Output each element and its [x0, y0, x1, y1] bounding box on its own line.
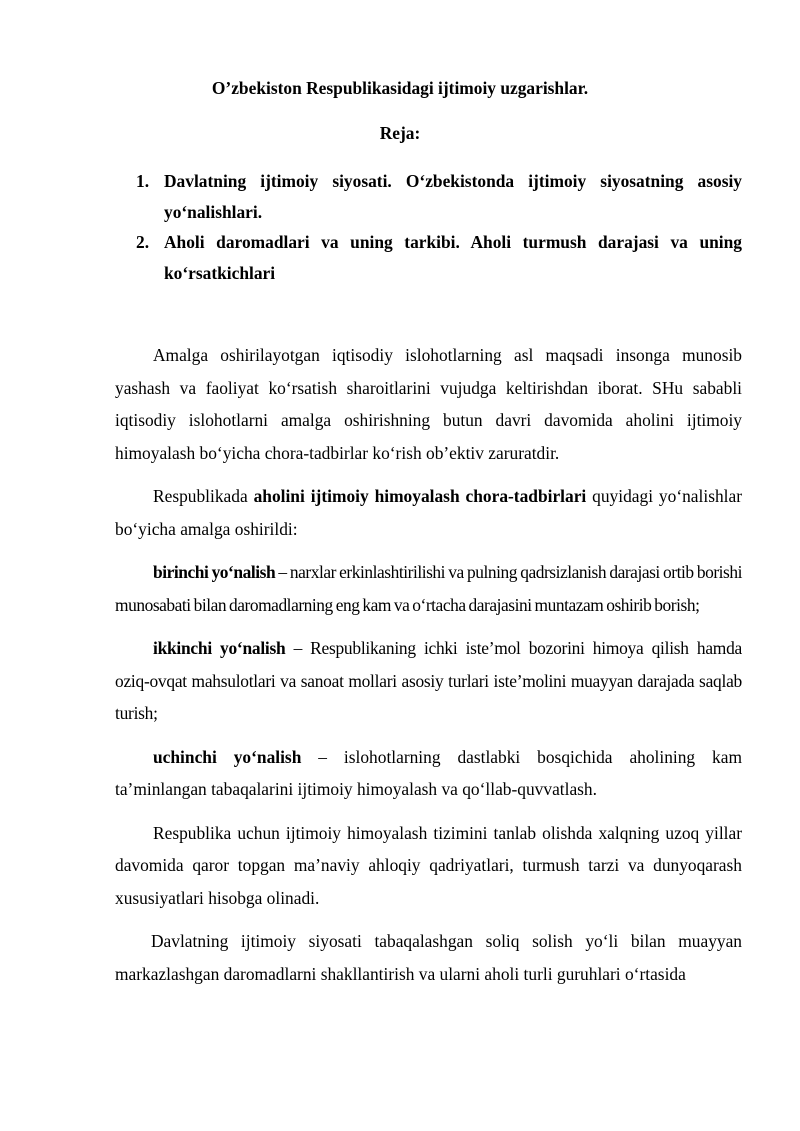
paragraph-state-policy: Davlatning ijtimoiy siyosati tabaqalashgan soliq solish yo‘li bilan muayyan markazlashgan daromadlarni shakllantirish va ularni aholi turli guruhlari o‘rtasida — [115, 931, 742, 984]
plan-heading: Reja: — [379, 123, 421, 143]
plan-item-text: Davlatning ijtimoiy siyosati. O‘zbekistonda ijtimoiy siyosatning asosiy yo‘nalishlari. — [164, 171, 742, 222]
plan-item-text: Aholi daromadlari va uning tarkibi. Aholi turmush darajasi va uning ko‘rsatkichlari — [164, 232, 742, 283]
paragraph-text: quyidagi yo‘nalishlar bo‘yicha amalga oshirildi: — [115, 486, 742, 539]
direction-label: ikkinchi yo‘nalish — [153, 638, 286, 658]
bold-phrase: aholini ijtimoiy himoyalash chora-tadbirlari — [253, 486, 587, 506]
direction-text: – islohotlarning dastlabki bosqichida aholining kam ta’minlangan tabaqalarini ijtimoiy himoyalash va qo‘llab-quvvatlash. — [115, 746, 742, 799]
plan-item-number: 2. — [136, 232, 150, 252]
paragraph-direction-1 — [115, 556, 742, 621]
direction-label: birinchi yo‘nalish — [153, 562, 276, 582]
paragraph-directions — [115, 480, 742, 545]
document-title: O’zbekiston Respublikasidagi ijtimoiy uzgarishlar. — [211, 78, 589, 98]
paragraph-intro: Amalga oshirilayotgan iqtisodiy islohotlarning asl maqsadi insonga munosib yashash va faoliyat ko‘rsatish sharoitlarini vujudga keltirishdan iborat. SHu sababli iqtisodiy islohotlarni amalga oshirishning butun davri davomida aholini ijtimoiy himoyalash bo‘yicha chora-tadbirlar ko‘rish ob’ektiv zaruratdir. — [115, 345, 742, 463]
paragraph-direction-3 — [115, 741, 742, 806]
plan-item-number: 1. — [136, 171, 150, 191]
direction-text: – narxlar erkinlashtirilishi va pulning qadrsizlanish darajasi ortib borishi munosabati bilan daromadlarning eng kam va o‘rtacha darajasini muntazam oshirib borish; — [115, 562, 742, 615]
document-body — [115, 339, 742, 1001]
direction-label: uchinchi yo‘nalish — [153, 746, 302, 767]
plan-list — [136, 166, 742, 288]
direction-text: – Respublikaning ichki iste’mol bozorini himoya qilish hamda oziq-ovqat mahsulotlari va sanoat mollari asosiy turlari iste’molini muayyan darajada saqlab turish; — [115, 638, 742, 723]
paragraph-direction-2 — [115, 632, 742, 730]
paragraph-text: Respublikada — [153, 486, 254, 506]
plan-item — [136, 166, 742, 227]
plan-item — [136, 227, 742, 288]
paragraph-social-protection: Respublika uchun ijtimoiy himoyalash tizimini tanlab olishda xalqning uzoq yillar davomida qaror topgan ma’naviy ahloqiy qadriyatlari, turmush tarzi va dunyoqarash xususiyatlari hisobga olinadi. — [115, 822, 742, 908]
